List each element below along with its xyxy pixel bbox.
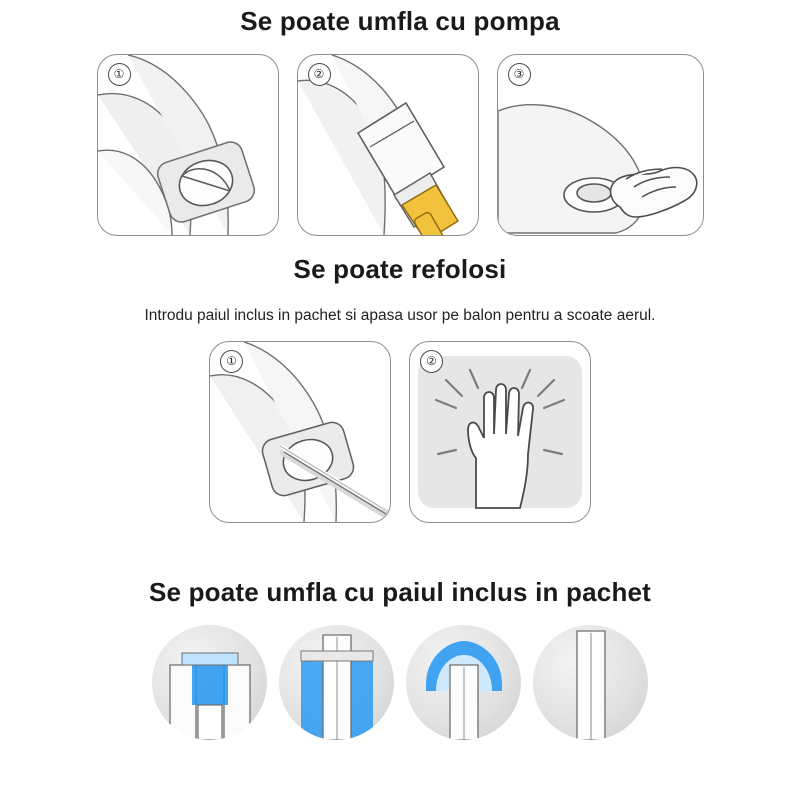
circle-straw-step-3 bbox=[406, 625, 521, 740]
panel-pump-nozzle-insert bbox=[297, 54, 479, 236]
straw-step-2-drawing bbox=[279, 625, 394, 740]
step-badge: ③ bbox=[508, 63, 531, 86]
hand-press-drawing bbox=[498, 55, 703, 235]
pump-steps-row bbox=[0, 54, 800, 236]
panel-straw-into-valve bbox=[209, 341, 391, 523]
panel-hand-press-deflate bbox=[409, 341, 591, 523]
step-badge: ② bbox=[308, 63, 331, 86]
circle-straw-step-2 bbox=[279, 625, 394, 740]
panel-valve-closeup bbox=[97, 54, 279, 236]
step-badge: ② bbox=[420, 350, 443, 373]
section-title-straw: Se poate umfla cu paiul inclus in pachet bbox=[148, 576, 652, 607]
section-title-reuse: Se poate refolosi bbox=[293, 254, 507, 285]
straw-frames-row bbox=[0, 625, 800, 740]
reuse-steps-row bbox=[0, 341, 800, 523]
straw-step-1-drawing bbox=[152, 625, 267, 740]
step-badge: ① bbox=[220, 350, 243, 373]
straw-step-4-drawing bbox=[533, 625, 648, 740]
circle-straw-step-1 bbox=[152, 625, 267, 740]
reuse-subtitle: Introdu paiul inclus in pachet si apasa usor pe balon pentru a scoate aerul. bbox=[144, 307, 656, 325]
straw-step-3-drawing bbox=[406, 625, 521, 740]
illustration-page bbox=[0, 6, 800, 806]
step-badge: ① bbox=[108, 63, 131, 86]
section-title-pump: Se poate umfla cu pompa bbox=[240, 6, 560, 36]
panel-hand-press-valve bbox=[497, 54, 704, 236]
circle-straw-step-4 bbox=[533, 625, 648, 740]
